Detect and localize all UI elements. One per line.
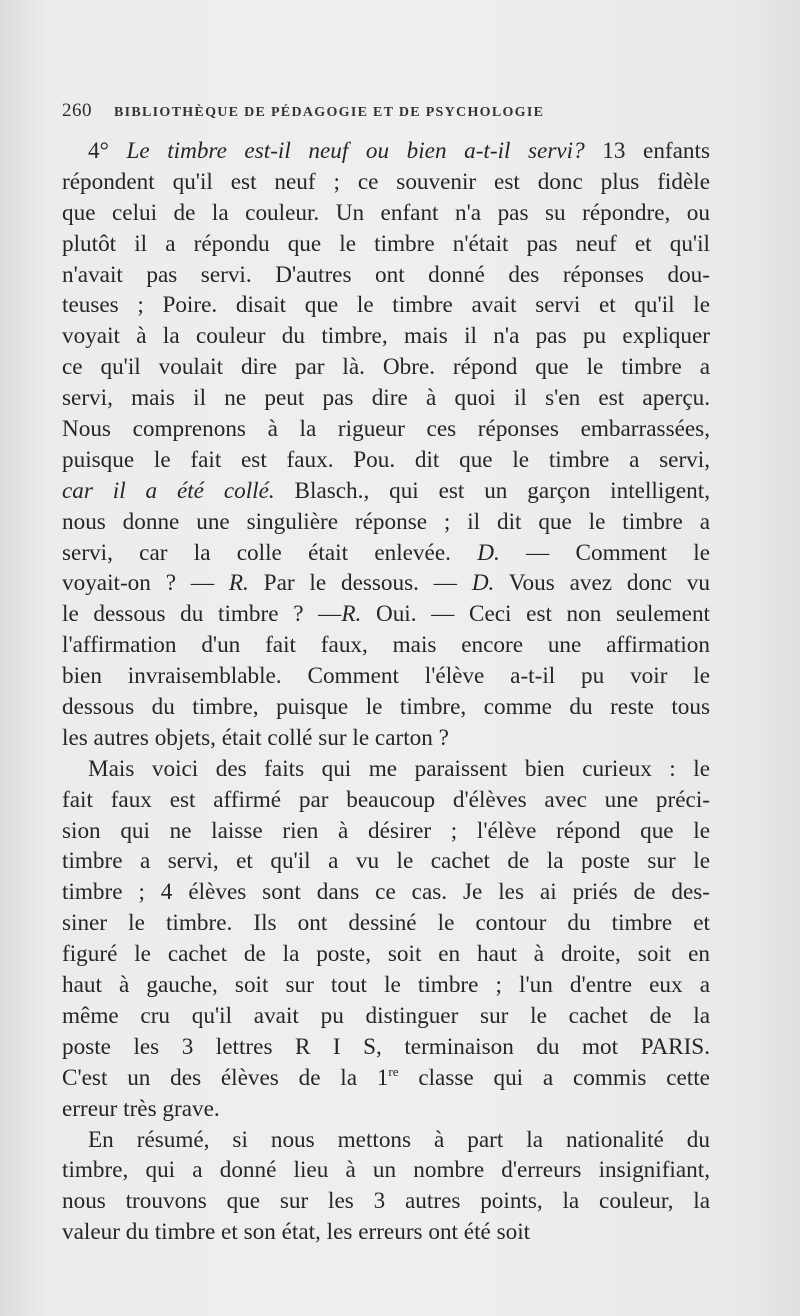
paragraph	[62, 754, 710, 1125]
text-line: figuré le cachet de la poste, soit en haut à droite, soit en	[62, 941, 710, 968]
text-line: Nous comprenons à la rigueur ces réponses embarrassées,	[62, 416, 710, 443]
text-line: valeur du timbre et son état, les erreurs ont été soit	[62, 1219, 531, 1246]
text-line: ce qu'il voulait dire par là. Obre. répond que le timbre a	[62, 354, 710, 381]
text-line: bien invraisemblable. Comment l'élève a-t-il pu voir le	[62, 663, 710, 690]
text-line: que celui de la couleur. Un enfant n'a pas su répondre, ou	[62, 199, 710, 226]
page-number: 260	[62, 100, 92, 121]
text-line: même cru qu'il avait pu distinguer sur le cachet de la	[62, 1002, 710, 1029]
paragraph	[62, 1125, 710, 1249]
text-line: puisque le fait est faux. Pou. dit que le timbre a servi,	[62, 446, 710, 473]
text-line: servi, car la colle était enlevée. D. — Comment le	[62, 539, 710, 566]
text-line: poste les 3 lettres R I S, terminaison du mot PARIS.	[62, 1033, 710, 1060]
superscript: re	[388, 1063, 399, 1079]
italic-text: D.	[477, 539, 500, 566]
text-line: sion qui ne laisse rien à désirer ; l'élève répond que le	[62, 817, 710, 844]
text-line: En résumé, si nous mettons à part la nationalité du	[88, 1126, 710, 1153]
running-title: BIBLIOTHÈQUE DE PÉDAGOGIE ET DE PSYCHOLOGIE	[114, 105, 545, 120]
text-line: car il a été collé. Blasch., qui est un garçon intelligent,	[62, 477, 710, 504]
text-line: répondent qu'il est neuf ; ce souvenir est donc plus fidèle	[62, 168, 710, 195]
text-line: Mais voici des faits qui me paraissent bien curieux : le	[88, 755, 710, 782]
text-line: 4° Le timbre est-il neuf ou bien a-t-il servi? 13 enfants	[88, 138, 710, 164]
text-line: n'avait pas servi. D'autres ont donné des réponses dou-	[62, 261, 710, 288]
italic-text: car il a été collé.	[62, 477, 275, 504]
text-line: C'est un des élèves de la 1re classe qui a commis cette	[62, 1063, 710, 1091]
text-line: erreur très grave.	[62, 1095, 220, 1122]
italic-text: Le timbre est-il neuf ou bien a-t-il servi?	[126, 138, 585, 164]
text-line: les autres objets, était collé sur le carton ?	[62, 724, 449, 751]
text-line: servi, mais il ne peut pas dire à quoi il s'en est aperçu.	[62, 385, 710, 412]
italic-text: R.	[228, 570, 249, 597]
text-line: voyait-on ? — R. Par le dessous. — D. Vous avez donc vu	[62, 570, 710, 597]
text-line: haut à gauche, soit sur tout le timbre ; l'un d'entre eux a	[62, 972, 710, 999]
text-line: timbre a servi, et qu'il a vu le cachet de la poste sur le	[62, 848, 710, 875]
body-text	[62, 136, 710, 1248]
text-line: fait faux est affirmé par beaucoup d'élèves avec une préci-	[62, 786, 710, 813]
text-line: teuses ; Poire. disait que le timbre avait servi et qu'il le	[62, 292, 710, 319]
paragraph	[62, 136, 710, 754]
text-line: timbre ; 4 élèves sont dans ce cas. Je les ai priés de des-	[62, 879, 710, 906]
italic-text: D.	[471, 570, 495, 597]
text-line: nous trouvons que sur les 3 autres points, la couleur, la	[62, 1188, 710, 1215]
text-line: l'affirmation d'un fait faux, mais encore une affirmation	[62, 632, 710, 659]
text-line: plutôt il a répondu que le timbre n'était pas neuf et qu'il	[62, 230, 710, 257]
text-line: voyait à la couleur du timbre, mais il n'a pas pu expliquer	[62, 323, 710, 350]
text-line: siner le timbre. Ils ont dessiné le contour du timbre et	[62, 910, 710, 937]
text-line: timbre, qui a donné lieu à un nombre d'erreurs insignifiant,	[62, 1157, 710, 1184]
text-line: nous donne une singulière réponse ; il dit que le timbre a	[62, 508, 710, 535]
page-header	[62, 100, 642, 122]
text-line: dessous du timbre, puisque le timbre, comme du reste tous	[62, 694, 710, 721]
text-line: le dessous du timbre ? —R. Oui. — Ceci est non seulement	[62, 601, 710, 628]
italic-text: R.	[341, 601, 362, 628]
